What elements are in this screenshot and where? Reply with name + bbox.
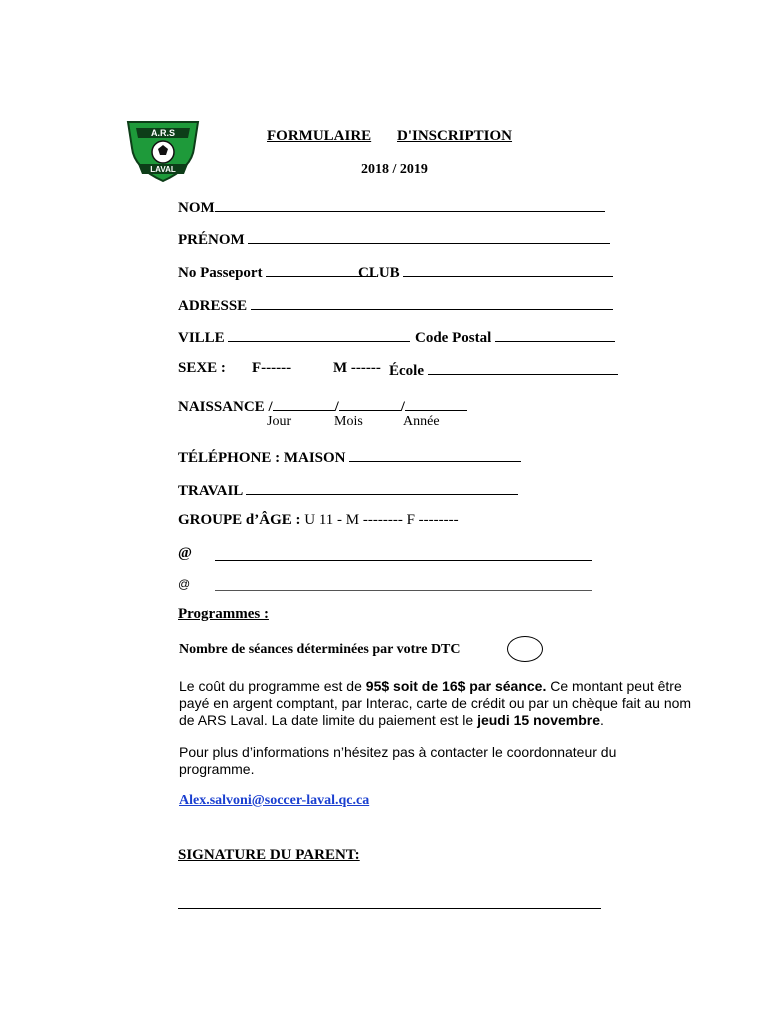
mois-caption: Mois [334, 414, 363, 429]
logo-bottom-text: LAVAL [150, 165, 176, 174]
adresse-line [251, 295, 613, 310]
jour-caption: Jour [267, 414, 292, 429]
naissance-label: NAISSANCE / [178, 399, 273, 415]
club-field[interactable] [358, 262, 613, 282]
prenom-field[interactable] [178, 229, 610, 249]
passeport-label: No Passeport [178, 265, 263, 281]
tel-maison-label: TÉLÉPHONE : MAISON [178, 450, 346, 466]
email1-line[interactable] [215, 545, 592, 561]
cost-line3-suffix: . [600, 712, 604, 728]
signature-label: SIGNATURE DU PARENT: [178, 847, 360, 863]
annee-caption: Année [403, 414, 440, 429]
info-line1: Pour plus d’informations n’hésitez pas à contacter le coordonnateur du [179, 744, 617, 760]
travail-line [246, 480, 518, 495]
groupe-age-field[interactable] [178, 512, 459, 529]
ecole-line [428, 360, 618, 375]
ars-laval-logo [122, 118, 204, 184]
code-postal-field[interactable] [415, 327, 615, 347]
email2-label: @ [178, 577, 191, 591]
nom-field[interactable] [178, 197, 605, 217]
signature-line[interactable] [178, 896, 601, 909]
cost-paragraph [179, 678, 699, 729]
ecole-field[interactable] [389, 360, 618, 380]
cost-suffix: Ce montant peut être [546, 678, 682, 694]
naissance-field[interactable] [178, 396, 467, 416]
seances-oval[interactable] [507, 636, 543, 662]
prenom-line [248, 229, 610, 244]
groupe-age-label: GROUPE d’ÂGE : [178, 512, 301, 528]
sexe-label: SEXE : [178, 360, 226, 376]
nom-line [215, 197, 605, 212]
adresse-label: ADRESSE [178, 298, 248, 314]
ecole-label: École [389, 363, 424, 379]
logo-top-text: A.R.S [150, 128, 176, 138]
travail-label: TRAVAIL [178, 483, 243, 499]
club-line [403, 262, 613, 277]
ville-field[interactable] [178, 327, 410, 347]
contact-email-text: Alex.salvoni@soccer-laval.qc.ca [179, 793, 370, 808]
ville-line [228, 327, 410, 342]
info-paragraph [179, 744, 699, 778]
sexe-f-option[interactable]: F------ [252, 360, 292, 376]
contact-email-link[interactable] [179, 793, 369, 809]
jour-line [273, 396, 335, 411]
email1-label: @ [178, 545, 192, 561]
travail-field[interactable] [178, 480, 518, 500]
info-line2: programme. [179, 761, 255, 777]
seances-label: Nombre de séances déterminées par votre DTC [179, 642, 461, 657]
title-part1: FORMULAIRE [267, 128, 372, 144]
ville-label: VILLE [178, 330, 225, 346]
adresse-field[interactable] [178, 295, 613, 315]
shield-logo-icon [122, 118, 204, 184]
prenom-label: PRÉNOM [178, 232, 245, 248]
nom-label: NOM [178, 200, 215, 216]
sexe-m-option[interactable]: M ------ [333, 360, 381, 376]
tel-maison-line [349, 447, 521, 462]
cost-line2: payé en argent comptant, par Interac, carte de crédit ou par un chèque fait au nom [179, 695, 692, 711]
date-slash: / [400, 399, 405, 415]
deadline: jeudi 15 novembre [477, 712, 601, 728]
cost-line3-prefix: de ARS Laval. La date limite du paiement est le [179, 712, 478, 728]
title-part2: D'INSCRIPTION [397, 128, 513, 144]
season: 2018 / 2019 [361, 162, 428, 177]
email2-line[interactable] [215, 576, 592, 591]
programmes-heading: Programmes : [178, 606, 269, 622]
tel-maison-field[interactable] [178, 447, 521, 467]
code-postal-line [495, 327, 615, 342]
cost-bold: 95$ soit de 16$ par séance. [365, 678, 547, 694]
mois-line [339, 396, 401, 411]
annee-line [405, 396, 467, 411]
date-slash: / [334, 399, 339, 415]
cost-prefix: Le coût du programme est de [179, 678, 366, 694]
groupe-age-value: U 11 - M -------- F -------- [304, 512, 459, 528]
code-postal-label: Code Postal [415, 330, 492, 346]
club-label: CLUB [358, 265, 400, 281]
passeport-field[interactable] [178, 262, 376, 282]
